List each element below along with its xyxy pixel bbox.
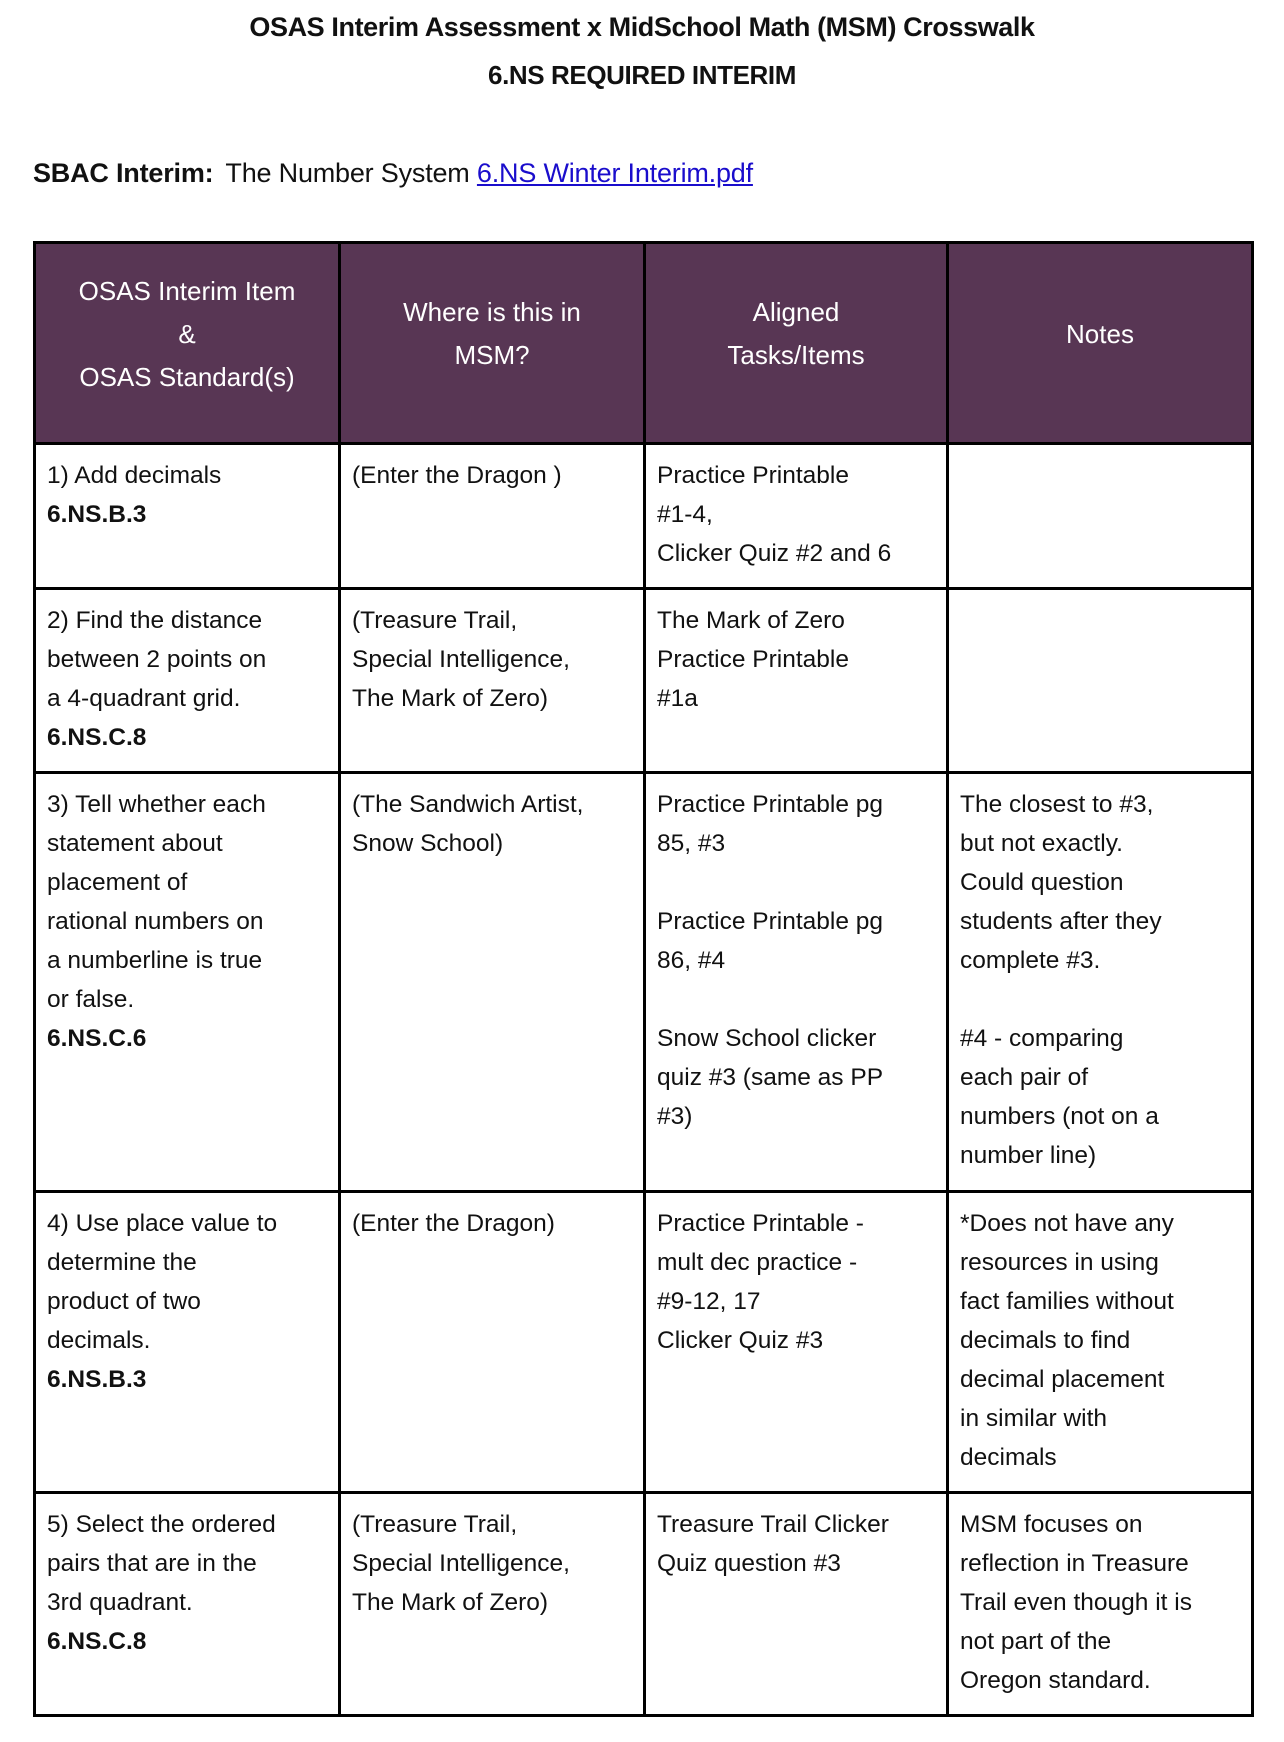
text-line: Where is this in	[403, 297, 581, 327]
text-line: (Treasure Trail,	[352, 607, 518, 634]
text-line: rational numbers on	[47, 908, 264, 935]
text-line: decimals	[960, 1444, 1057, 1471]
item-description	[47, 785, 328, 1019]
cell-msm-location	[340, 773, 645, 1192]
cell-msm-location	[340, 589, 645, 773]
text-line: determine the	[47, 1249, 197, 1276]
text-line: Practice Printable -	[657, 1210, 864, 1237]
text-line: Snow School)	[352, 830, 504, 857]
text-line: a numberline is true	[47, 947, 263, 974]
text-line: Practice Printable	[657, 646, 850, 673]
text-line: decimals to find	[960, 1327, 1131, 1354]
cell-osas-item	[35, 1493, 340, 1716]
text-line: 86, #4	[657, 947, 726, 974]
crosswalk-table	[33, 241, 1254, 1717]
text-line: in similar with	[960, 1405, 1108, 1432]
text-line: Practice Printable	[657, 462, 850, 489]
text-line: #4 - comparing	[960, 1025, 1124, 1052]
cell-aligned-tasks	[645, 1192, 948, 1493]
text-line: (The Sandwich Artist,	[352, 791, 584, 818]
text-line: but not exactly.	[960, 830, 1123, 857]
cell-osas-item	[35, 773, 340, 1192]
text-line: not part of the	[960, 1628, 1112, 1655]
header-osas-item	[35, 243, 340, 444]
text-line: 85, #3	[657, 830, 726, 857]
table-row	[35, 1493, 1253, 1716]
text-line: numbers (not on a	[960, 1103, 1159, 1130]
text-line: (Enter the Dragon)	[352, 1210, 555, 1237]
standard-code: 6.NS.C.8	[47, 1628, 147, 1655]
sbac-interim-line	[33, 158, 753, 189]
text-line: (Treasure Trail,	[352, 1511, 518, 1538]
text-line: number line)	[960, 1142, 1097, 1169]
text-line: MSM?	[454, 340, 530, 370]
standard-code: 6.NS.B.3	[47, 501, 147, 528]
text-line: *Does not have any	[960, 1210, 1174, 1237]
cell-aligned-tasks	[645, 1493, 948, 1716]
text-line: #1-4,	[657, 501, 713, 528]
text-line: Quiz question #3	[657, 1550, 841, 1577]
text-line: decimal placement	[960, 1366, 1165, 1393]
blank-line	[657, 863, 936, 902]
item-description	[47, 456, 328, 495]
text-line: Tasks/Items	[727, 340, 865, 370]
text-line: Clicker Quiz #3	[657, 1327, 824, 1354]
text-line: complete #3.	[960, 947, 1101, 974]
header-aligned-tasks	[645, 243, 948, 444]
interim-pdf-link[interactable]: 6.NS Winter Interim.pdf	[476, 158, 753, 188]
text-line: The Mark of Zero	[657, 607, 845, 634]
standard-code: 6.NS.C.8	[47, 724, 147, 751]
text-line: #1a	[657, 685, 698, 712]
text-line: quiz #3 (same as PP	[657, 1064, 884, 1091]
text-line: Clicker Quiz #2 and 6	[657, 540, 892, 567]
sbac-topic: The Number System	[225, 158, 470, 188]
text-line: &	[178, 318, 196, 349]
text-line: Could question	[960, 869, 1124, 896]
cell-osas-item	[35, 444, 340, 589]
cell-aligned-tasks	[645, 589, 948, 773]
text-line: pairs that are in the	[47, 1550, 257, 1577]
text-line: Trail even though it is	[960, 1589, 1192, 1616]
text-line: Special Intelligence,	[352, 1550, 570, 1577]
text-line: Notes	[1066, 318, 1134, 349]
text-line: Aligned	[752, 297, 840, 327]
text-line: a 4-quadrant grid.	[47, 685, 241, 712]
text-line: OSAS Standard(s)	[79, 361, 295, 392]
cell-notes	[948, 1192, 1253, 1493]
table-row	[35, 773, 1253, 1192]
text-line: 4) Use place value to	[47, 1210, 278, 1237]
text-line: MSM focuses on	[960, 1511, 1143, 1538]
text-line: resources in using	[960, 1249, 1159, 1276]
sbac-label: SBAC Interim:	[33, 158, 214, 188]
text-line: reflection in Treasure	[960, 1550, 1189, 1577]
text-line: decimals.	[47, 1327, 151, 1354]
document-subtitle: 6.NS REQUIRED INTERIM	[488, 60, 796, 90]
blank-line	[960, 980, 1241, 1019]
text-line: or false.	[47, 986, 135, 1013]
text-line: Practice Printable pg	[657, 791, 884, 818]
cell-aligned-tasks	[645, 444, 948, 589]
cell-msm-location	[340, 1493, 645, 1716]
cell-msm-location	[340, 1192, 645, 1493]
table-row	[35, 444, 1253, 589]
text-line: statement about	[47, 830, 223, 857]
text-line: The closest to #3,	[960, 791, 1154, 818]
document-title: OSAS Interim Assessment x MidSchool Math (MSM) Crosswalk	[249, 12, 1035, 42]
text-line: fact families without	[960, 1288, 1174, 1315]
text-line: The Mark of Zero)	[352, 685, 549, 712]
standard-code: 6.NS.C.6	[47, 1025, 147, 1052]
text-line: #3)	[657, 1103, 693, 1130]
text-line: (Enter the Dragon )	[352, 462, 562, 489]
text-line: Treasure Trail Clicker	[657, 1511, 889, 1538]
text-line: #9-12, 17	[657, 1288, 761, 1315]
cell-aligned-tasks	[645, 773, 948, 1192]
text-line: 2) Find the distance	[47, 607, 263, 634]
text-line: Oregon standard.	[960, 1667, 1151, 1694]
table-header-row	[35, 243, 1253, 444]
text-line: each pair of	[960, 1064, 1089, 1091]
standard-code: 6.NS.B.3	[47, 1366, 147, 1393]
item-description	[47, 1505, 328, 1622]
text-line: mult dec practice -	[657, 1249, 858, 1276]
header-notes	[948, 243, 1253, 444]
text-line: Snow School clicker	[657, 1025, 877, 1052]
table-row	[35, 589, 1253, 773]
text-line: 1) Add decimals	[47, 462, 222, 489]
text-line: Practice Printable pg	[657, 908, 884, 935]
blank-line	[657, 980, 936, 1019]
text-line: OSAS Interim Item	[78, 275, 296, 306]
table-row	[35, 1192, 1253, 1493]
text-line: between 2 points on	[47, 646, 267, 673]
item-description	[47, 601, 328, 718]
cell-msm-location	[340, 444, 645, 589]
cell-notes	[948, 589, 1253, 773]
text-line: The Mark of Zero)	[352, 1589, 549, 1616]
cell-notes	[948, 773, 1253, 1192]
cell-notes	[948, 1493, 1253, 1716]
text-line: students after they	[960, 908, 1162, 935]
text-line: 3rd quadrant.	[47, 1589, 193, 1616]
cell-notes	[948, 444, 1253, 589]
header-where-in-msm	[340, 243, 645, 444]
item-description	[47, 1204, 328, 1360]
cell-osas-item	[35, 589, 340, 773]
text-line: product of two	[47, 1288, 201, 1315]
cell-osas-item	[35, 1192, 340, 1493]
text-line: 3) Tell whether each	[47, 791, 266, 818]
text-line: placement of	[47, 869, 188, 896]
text-line: 5) Select the ordered	[47, 1511, 276, 1538]
text-line: Special Intelligence,	[352, 646, 570, 673]
